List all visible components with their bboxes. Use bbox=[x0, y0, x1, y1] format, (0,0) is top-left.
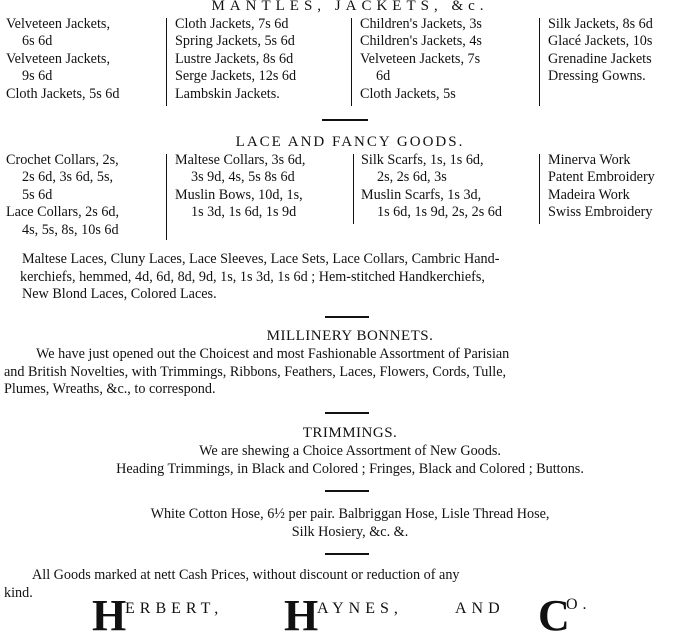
millinery-paragraph bbox=[4, 346, 509, 399]
list-item: Minerva Work bbox=[548, 152, 631, 168]
section-rule bbox=[325, 553, 369, 555]
section-rule bbox=[325, 490, 369, 492]
list-item: Velveteen Jackets, 7s bbox=[360, 50, 481, 67]
list-item: Silk Scarfs, 1s, 1s 6d, bbox=[361, 152, 484, 168]
list-item: Velveteen Jackets, bbox=[6, 16, 110, 32]
text-line: Plumes, Wreaths, &c., to correspond. bbox=[4, 381, 216, 397]
column-divider bbox=[539, 18, 540, 106]
list-item: Velveteen Jackets, bbox=[6, 50, 110, 67]
section-rule bbox=[325, 316, 369, 318]
signature-word: AYNES, bbox=[317, 600, 403, 617]
mantles-col-2 bbox=[175, 16, 296, 103]
mantles-heading: MANTLES, JACKETS, &c. bbox=[211, 0, 489, 14]
list-item: Grenadine Jackets bbox=[548, 50, 652, 67]
text-line: kind. bbox=[4, 584, 33, 601]
list-item: Patent Embroidery bbox=[548, 169, 655, 186]
text-line: New Blond Laces, Colored Laces. bbox=[22, 286, 217, 302]
list-item: Glacé Jackets, 10s bbox=[548, 33, 653, 50]
text-line: Silk Hosiery, &c. &. bbox=[291, 523, 409, 540]
list-item: Lace Collars, 2s 6d, bbox=[6, 204, 120, 221]
list-item: Crochet Collars, 2s, bbox=[6, 152, 119, 168]
column-divider bbox=[353, 154, 354, 224]
column-divider bbox=[166, 154, 167, 240]
list-item: 2s, 2s 6d, 3s bbox=[377, 169, 447, 186]
signature-word: AND bbox=[455, 600, 505, 617]
list-item: 2s 6d, 3s 6d, 5s, bbox=[22, 169, 114, 186]
list-item: 5s 6d bbox=[22, 186, 53, 203]
list-item: 1s 3d, 1s 6d, 1s 9d bbox=[191, 204, 297, 221]
list-item: Children's Jackets, 3s bbox=[360, 16, 482, 32]
text-line: kerchiefs, hemmed, 4d, 6d, 8d, 9d, 1s, 1s 3d, 1s 6d ; Hem-stitched Handkerchiefs, bbox=[20, 268, 485, 285]
column-divider bbox=[351, 18, 352, 106]
mantles-col-3 bbox=[360, 16, 482, 103]
lace-paragraph bbox=[22, 251, 499, 304]
list-item: 6d bbox=[376, 68, 391, 85]
signature-initial: H bbox=[284, 591, 319, 640]
list-item: Muslin Bows, 10d, 1s, bbox=[175, 186, 303, 203]
mantles-col-1 bbox=[6, 16, 120, 103]
list-item: Muslin Scarfs, 1s 3d, bbox=[361, 186, 482, 203]
text-line: We are shewing a Choice Assortment of New Goods. bbox=[199, 443, 501, 459]
list-item: Lambskin Jackets. bbox=[175, 85, 280, 102]
lace-columns bbox=[0, 152, 700, 242]
signature-word: ERBERT, bbox=[125, 600, 224, 617]
list-item: Cloth Jackets, 5s 6d bbox=[6, 85, 120, 102]
lace-col-1 bbox=[6, 152, 119, 239]
trimmings-heading: TRIMMINGS. bbox=[302, 425, 398, 441]
list-item: 1s 6d, 1s 9d, 2s, 2s 6d bbox=[377, 204, 502, 221]
lace-col-4 bbox=[548, 152, 655, 222]
lace-col-2 bbox=[175, 152, 305, 222]
list-item: Cloth Jackets, 5s bbox=[360, 85, 456, 102]
list-item: Serge Jackets, 12s 6d bbox=[175, 68, 297, 85]
list-item: Lustre Jackets, 8s 6d bbox=[175, 50, 294, 67]
list-item: Dressing Gowns. bbox=[548, 68, 646, 85]
mantles-col-4 bbox=[548, 16, 653, 86]
text-line: We have just opened out the Choicest and most Fashionable Assortment of Parisian bbox=[36, 346, 510, 362]
hosiery-paragraph bbox=[0, 506, 700, 541]
lace-heading: LACE AND FANCY GOODS. bbox=[235, 134, 465, 150]
list-item: Silk Jackets, 8s 6d bbox=[548, 16, 653, 32]
text-line: Maltese Laces, Cluny Laces, Lace Sleeves, Lace Sets, Lace Collars, Cambric Hand- bbox=[22, 251, 500, 267]
list-item: Cloth Jackets, 7s 6d bbox=[175, 16, 289, 32]
trimmings-paragraph bbox=[0, 443, 700, 478]
list-item: 9s 6d bbox=[22, 68, 53, 85]
lace-col-3 bbox=[361, 152, 502, 222]
list-item: Swiss Embroidery bbox=[548, 204, 653, 221]
signature-word: O. bbox=[566, 596, 592, 613]
column-divider bbox=[166, 18, 167, 106]
section-rule bbox=[325, 412, 369, 414]
column-divider bbox=[539, 154, 540, 224]
list-item: Children's Jackets, 4s bbox=[360, 33, 482, 50]
mantles-columns bbox=[0, 16, 700, 108]
list-item: Maltese Collars, 3s 6d, bbox=[175, 152, 306, 168]
list-item: Spring Jackets, 5s 6d bbox=[175, 33, 295, 50]
text-line: and British Novelties, with Trimmings, Ribbons, Feathers, Laces, Flowers, Cords, Tulle, bbox=[4, 363, 507, 380]
text-line: White Cotton Hose, 6½ per pair. Balbriggan Hose, Lisle Thread Hose, bbox=[150, 506, 550, 522]
text-line: Heading Trimmings, in Black and Colored ; Fringes, Black and Colored ; Buttons. bbox=[116, 460, 584, 477]
text-line: All Goods marked at nett Cash Prices, without discount or reduction of any bbox=[32, 567, 460, 583]
signature-initial: C bbox=[538, 591, 570, 640]
signature-initial: H bbox=[92, 591, 127, 640]
list-item: 4s, 5s, 8s, 10s 6d bbox=[22, 221, 119, 238]
list-item: 6s 6d bbox=[22, 33, 53, 50]
list-item: 3s 9d, 4s, 5s 8s 6d bbox=[191, 169, 295, 186]
millinery-heading: MILLINERY BONNETS. bbox=[266, 328, 434, 344]
section-rule bbox=[322, 119, 368, 121]
list-item: Madeira Work bbox=[548, 186, 630, 203]
